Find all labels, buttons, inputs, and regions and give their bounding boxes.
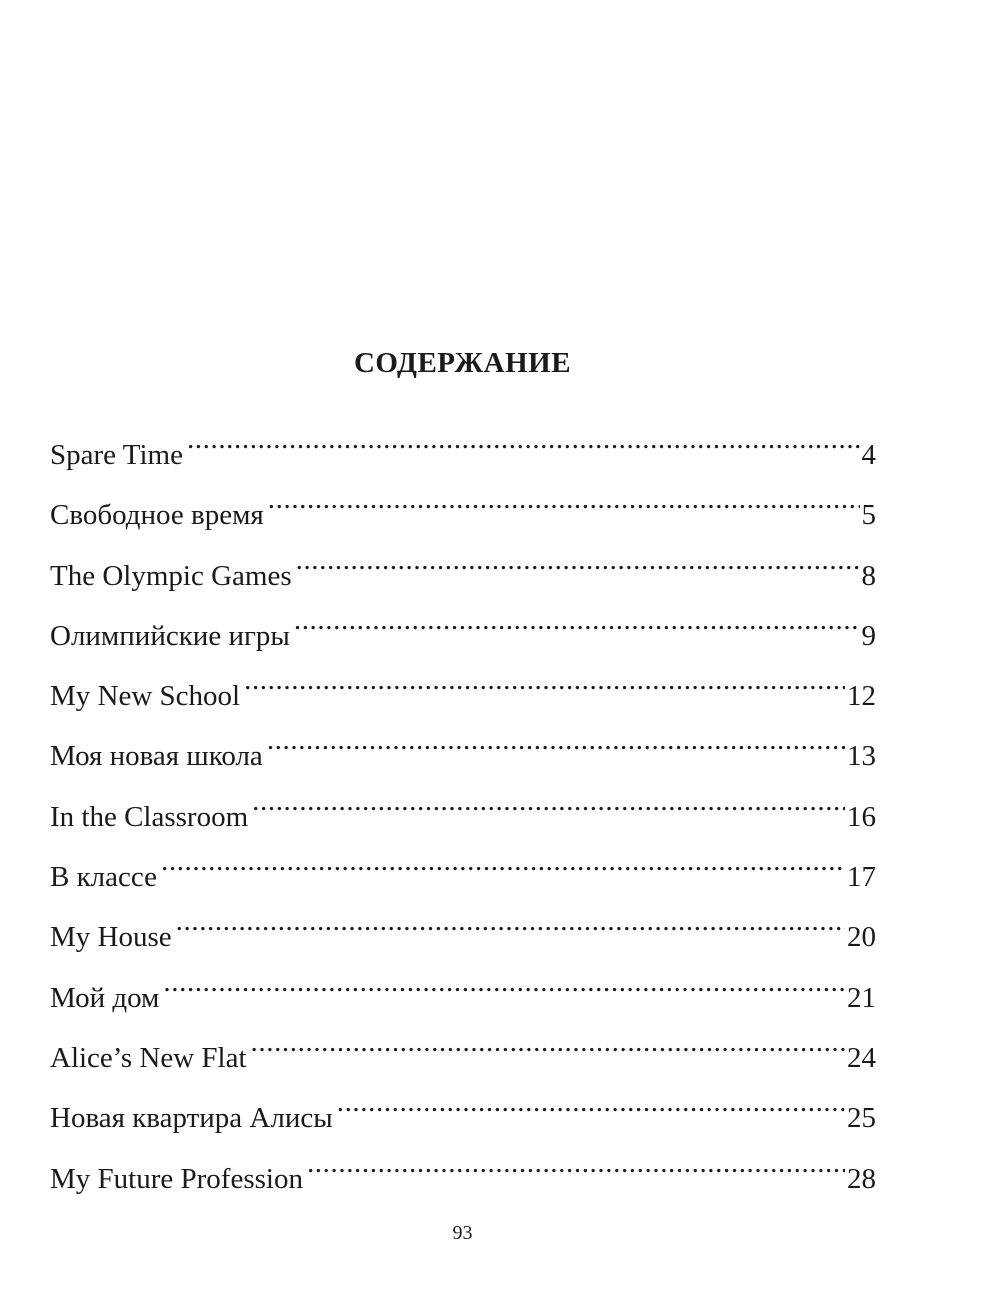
- toc-entry-page: 16: [847, 800, 876, 833]
- toc-entry-label: Мой дом: [50, 981, 160, 1014]
- toc-entry[interactable]: [50, 910, 876, 970]
- dot-leader: [176, 910, 845, 946]
- toc-entry-label: My New School: [50, 680, 241, 713]
- toc-entry[interactable]: [50, 729, 876, 789]
- toc-entry-label: Свободное время: [50, 499, 264, 532]
- toc-entry-page: 12: [847, 680, 876, 713]
- dot-leader: [161, 850, 845, 886]
- toc-entry-page: 24: [847, 1041, 876, 1074]
- dot-leader: [268, 488, 860, 524]
- toc-entry-page: 8: [861, 559, 876, 592]
- toc-entry[interactable]: [50, 850, 876, 910]
- toc-entry-label: In the Classroom: [50, 800, 249, 833]
- toc-entry-page: 4: [861, 439, 876, 471]
- toc-entry-label: Моя новая школа: [50, 740, 263, 773]
- dot-leader: [163, 971, 845, 1007]
- page-number: 93: [452, 1222, 473, 1244]
- toc-entry[interactable]: [50, 669, 876, 729]
- table-of-contents: [50, 428, 876, 1212]
- toc-entry-label: Alice’s New Flat: [50, 1041, 247, 1074]
- toc-entry[interactable]: [50, 1031, 876, 1091]
- toc-title: СОДЕРЖАНИЕ: [353, 347, 572, 379]
- toc-entry-page: 17: [847, 861, 876, 894]
- toc-entry-label: My House: [50, 921, 172, 954]
- toc-entry-page: 28: [847, 1162, 876, 1195]
- toc-entry-label: Spare Time: [50, 439, 183, 471]
- toc-entry[interactable]: [50, 790, 876, 850]
- toc-entry-page: 20: [847, 921, 876, 954]
- dot-leader: [337, 1091, 845, 1127]
- toc-entry[interactable]: [50, 1091, 876, 1151]
- toc-entry[interactable]: [50, 549, 876, 609]
- toc-entry-page: 21: [847, 981, 876, 1014]
- toc-entry[interactable]: [50, 609, 876, 669]
- toc-entry-label: В классе: [50, 861, 157, 894]
- dot-leader: [267, 729, 845, 765]
- toc-entry-page: 25: [847, 1102, 876, 1135]
- toc-entry[interactable]: [50, 971, 876, 1031]
- dot-leader: [294, 609, 860, 645]
- toc-entry[interactable]: [50, 488, 876, 548]
- dot-leader: [251, 1031, 845, 1067]
- toc-entry-page: 13: [847, 740, 876, 773]
- dot-leader: [244, 669, 845, 705]
- toc-entry[interactable]: [50, 428, 876, 488]
- toc-entry-page: 9: [861, 619, 876, 652]
- toc-entry-label: Олимпийские игры: [50, 619, 290, 652]
- toc-entry-label: My Future Profession: [50, 1162, 303, 1195]
- toc-entry-page: 5: [861, 499, 876, 532]
- toc-entry[interactable]: [50, 1152, 876, 1212]
- toc-entry-label: Новая квартира Алисы: [50, 1102, 333, 1135]
- toc-entry-label: The Olympic Games: [50, 559, 292, 592]
- dot-leader: [307, 1152, 845, 1188]
- dot-leader: [187, 428, 860, 464]
- dot-leader: [252, 790, 845, 826]
- dot-leader: [296, 549, 860, 585]
